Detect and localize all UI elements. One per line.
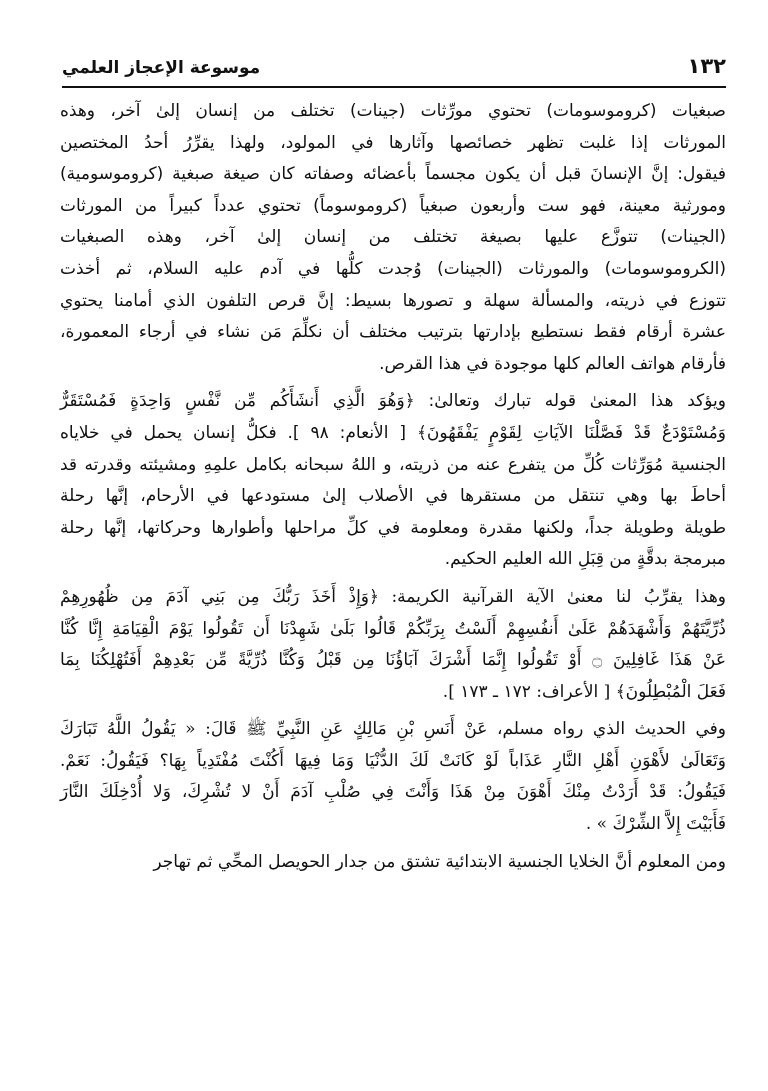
text-line: ذُرِّيَّتَهُمْ وَأَشْهَدَهُمْ عَلَىٰ أَنفُسِهِمْ أَلَسْتُ بِرَبِّكُمْ قَالُوا بَلَىٰ شَهِدْنَا أَن تَقُولُوا يَوْمَ الْقِيَامَةِ إِنَّا كُنَّا xyxy=(60,618,726,639)
text-line: فَعَلَ الْمُبْطِلُونَ﴾ [ الأعراف: ١٧٢ ـ ١٧٣ ]. xyxy=(442,681,726,702)
text-line: فأرقام هواتف العالم كلها موجودة في هذا القرص. xyxy=(379,353,726,374)
text-line: فَيَقُولُ: قَدْ أَرَدْتُ مِنْكَ أَهْوَنَ مِنْ هَذَا وَأَنْتَ فِي صُلْبِ آدَمَ أَنْ لا تُشْرِكَ، وَلا أُدْخِلَكَ النَّارَ xyxy=(60,782,726,803)
paragraph-1 xyxy=(60,96,726,380)
text-line: (الجينات) تتوزَّع عليها بصيغة تختلف من إنسان إلىٰ آخر، وهذه الصبغيات xyxy=(60,227,726,248)
text-line: وَمُسْتَوْدَعٌ قَدْ فَصَّلْنَا الآيَاتِ لِقَوْمٍ يَفْقَهُونَ﴾ [ الأنعام: ٩٨ ]. فكلُّ إنسان يحمل في خلاياه xyxy=(60,422,726,443)
text-line: ومورثية معينة، فهو ست وأربعون صبغياً (كروموسوماً) تحتوي عدداً كبيراً من المورثات xyxy=(60,195,726,216)
text-line: طويلة وطويلة جداً، ولكنها مقدرة ومعلومة في كلِّ مراحلها وأطوارها وحركاتها، إنَّها رحلة xyxy=(60,517,726,538)
text-line: عشرة أرقام فقط نستطيع بإدارتها بترتيب مختلف أن نكلِّمَ مَن نشاء في أرجاء المعمورة، xyxy=(60,322,726,343)
page-number: ١٣٢ xyxy=(687,54,726,78)
paragraph-3-quran-verse xyxy=(60,582,726,708)
text-line: الجنسية مُوَرِّثات كُلِّ من يتفرع عنه من ذريته، و اللهُ سبحانه بكامل علمِهِ ومشيئته وقدرته قد xyxy=(60,454,726,475)
text-line: فيقول: إنَّ الإنسانَ قبل أن يكون مجسماً بأعضائه وصفاته كان صيغة صبغية (كروموسومية) xyxy=(60,164,726,185)
page-body xyxy=(60,96,726,878)
paragraph-5 xyxy=(60,847,726,879)
text-line: أحاطَ بها وهي تنتقل من مستقرها في الأصلاب إلىٰ مستودعها في الأرحام، إنَّها رحلة xyxy=(60,486,726,507)
text-line: ومن المعلوم أنَّ الخلايا الجنسية الابتدائية تشتق من جدار الحويصل المحِّي ثم تهاجر xyxy=(153,851,726,872)
paragraph-2 xyxy=(60,386,726,576)
page-header xyxy=(62,52,726,88)
book-title: موسوعة الإعجاز العلمي xyxy=(62,58,261,78)
text-line: (الكروموسومات) والمورثات (الجينات) وُجدت كلُّها في آدم عليه السلام، ثم أخذت xyxy=(60,258,726,279)
text-line: صبغيات (كروموسومات) تحتوي مورِّثات (جينات) تختلف من إنسان إلىٰ آخر، وهذه xyxy=(60,101,726,121)
text-line: وَتَعَالَىٰ لأَهْوَنِ أَهْلِ النَّارِ عَذَاباً لَوْ كَانَتْ لَكَ الدُّنْيَا وَمَا فِيهَا أَكُنْتَ مُفْتَدِياً بِهَا؟ فَيَقُولُ: نَعَمْ. xyxy=(60,750,726,771)
paragraph-4-hadith xyxy=(60,714,726,840)
text-line: فَأَبَيْتَ إِلاَّ الشِّرْكَ » . xyxy=(585,814,726,835)
text-line: عَنْ هَذَا غَافِلِينَ ۝ أَوْ تَقُولُوا إِنَّمَا أَشْرَكَ آبَاؤُنَا مِن قَبْلُ وَكُنَّا ذُرِّيَّةً مِّن بَعْدِهِمْ أَفَتُهْلِكُنَا بِمَا xyxy=(60,650,726,671)
text-line: وهذا يقرِّبُ لنا معنىٰ الآية القرآنية الكريمة: ﴿وَإِذْ أَخَذَ رَبُّكَ مِن بَنِي آدَمَ مِن ظُهُورِهِمْ xyxy=(60,586,726,607)
text-line: مبرمجة بدقَّةٍ من قِبَلِ الله العليم الحكيم. xyxy=(444,549,726,570)
text-line: ويؤكد هذا المعنىٰ قوله تبارك وتعالىٰ: ﴿وَهُوَ الَّذِي أَنشَأَكُم مِّن نَّفْسٍ وَاحِدَةٍ فَمُسْتَقَرٌّ xyxy=(60,391,726,412)
text-line: تتوزع في ذريته، والمسألة سهلة و تصورها بسيط: إنَّ قرص التلفون الذي أمامنا يحتوي xyxy=(60,290,726,311)
text-line: وفي الحديث الذي رواه مسلم، عَنْ أَنَسِ بْنِ مَالِكٍ عَنِ النَّبِيِّ ﷺ قَالَ: « يَقُولُ اللَّهُ تَبَارَكَ xyxy=(60,719,726,740)
text-line: المورثات إذا غلبت تظهر خصائصها وآثارها في المولود، ولهذا يقرِّرُ أحدُ المختصين xyxy=(60,132,726,153)
